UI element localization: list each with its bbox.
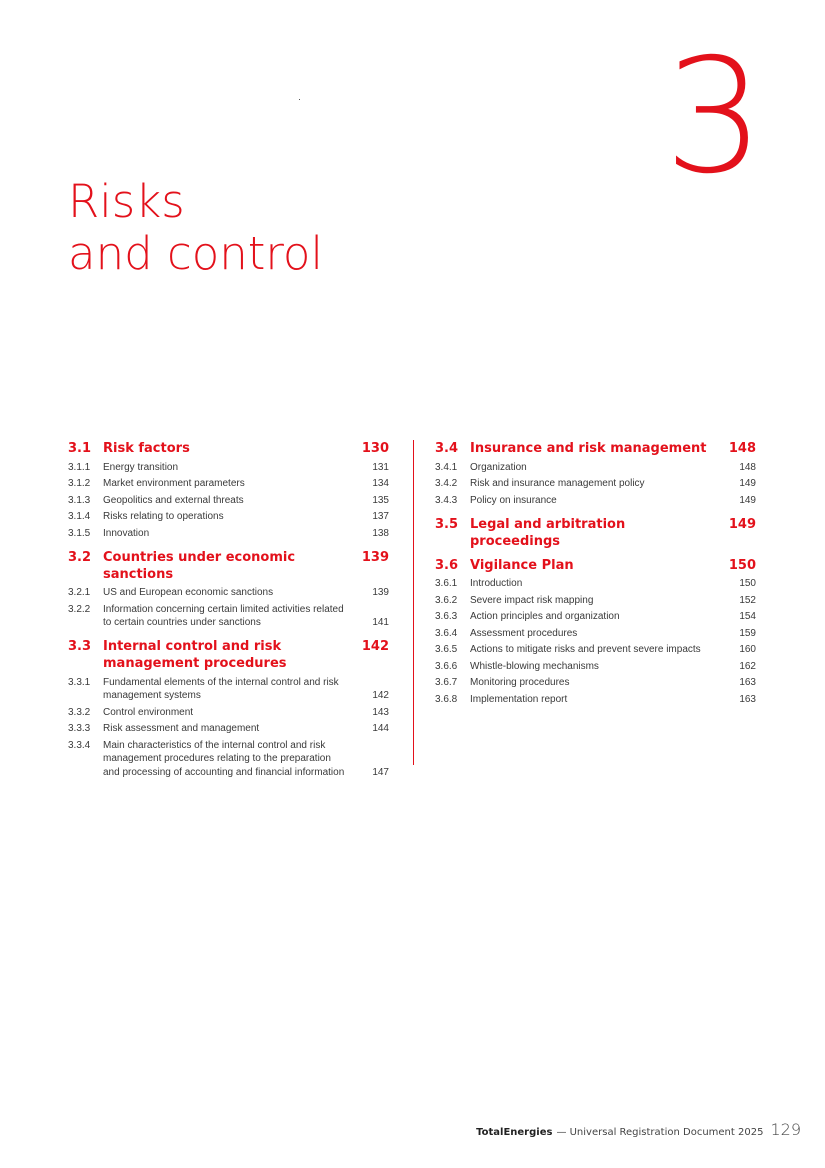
toc-section-heading[interactable]: [435, 516, 756, 550]
toc-left-column: [68, 440, 389, 788]
toc-section: [68, 549, 389, 632]
toc-entry-page: 142: [372, 690, 389, 701]
toc-entry-page: 149: [739, 494, 756, 506]
toc-section-title: Legal and arbitration proceedings: [470, 516, 626, 549]
toc-entry-number: 3.6.7: [435, 677, 458, 688]
chapter-number: 3: [664, 25, 765, 209]
toc-section-title: Insurance and risk management: [470, 441, 707, 456]
toc-right-column: [435, 440, 756, 715]
toc-section-page: 150: [728, 557, 756, 573]
toc-entry-number: 3.3.1: [68, 676, 91, 688]
toc-section: [435, 557, 756, 708]
toc-entry-title: Energy transition: [103, 461, 179, 473]
toc-entry-number: 3.1.5: [68, 527, 91, 539]
toc-entry-title: Introduction: [470, 578, 523, 589]
toc-section: [435, 440, 756, 509]
toc-entry-number: 3.6.3: [435, 611, 458, 622]
toc-entry-page: 150: [739, 578, 756, 589]
toc-section-number: 3.4: [435, 441, 459, 456]
toc-section-number: 3.2: [68, 549, 92, 565]
toc-entry[interactable]: [435, 459, 756, 476]
toc-entry-page: 154: [739, 611, 756, 622]
toc-entry-number: 3.6.4: [435, 627, 458, 639]
toc-entry-page: 152: [739, 594, 756, 606]
toc-entry[interactable]: [435, 691, 756, 708]
toc-section: [68, 440, 389, 542]
toc-entry-title: Organization: [470, 461, 527, 473]
toc-section-number: 3.3: [68, 639, 92, 654]
toc-section-number: 3.6: [435, 557, 459, 573]
footer-brand: TotalEnergies: [476, 1127, 553, 1138]
toc-section-title: Risk factors: [103, 441, 190, 456]
toc-entry-title: Implementation report: [470, 693, 568, 705]
toc-section-heading[interactable]: [435, 557, 756, 574]
toc-entry-number: 3.3.4: [68, 739, 91, 751]
toc-section-page: 149: [728, 516, 756, 532]
toc-entry-page: 148: [739, 461, 756, 473]
toc-entry[interactable]: [68, 509, 389, 526]
toc-entry-page: 135: [372, 494, 389, 506]
toc-entry[interactable]: [435, 476, 756, 493]
toc-entry-title: Market environment parameters: [103, 478, 245, 489]
toc-section-title: Countries under economic sanctions: [103, 549, 296, 582]
toc-entry[interactable]: [68, 585, 389, 602]
toc-entry-page: 134: [372, 478, 389, 489]
toc-entry-title: Control environment: [103, 706, 194, 718]
toc-entry-page: 163: [739, 677, 756, 688]
toc-entry-title: Geopolitics and external threats: [103, 494, 244, 506]
toc-section-heading[interactable]: [68, 440, 389, 457]
toc-entry[interactable]: [435, 492, 756, 509]
toc-entry-page: 159: [739, 627, 756, 639]
toc-entry[interactable]: [68, 601, 389, 631]
toc-entry[interactable]: [68, 704, 389, 721]
toc-entry-page: 149: [739, 478, 756, 489]
toc-entry-number: 3.6.1: [435, 578, 458, 589]
toc-section-title: Vigilance Plan: [470, 557, 574, 573]
toc-entry-number: 3.1.4: [68, 511, 91, 522]
toc-entry[interactable]: [68, 674, 389, 704]
toc-entry-number: 3.2.1: [68, 587, 91, 598]
toc-entry[interactable]: [68, 737, 389, 781]
toc-section-page: 148: [728, 441, 756, 456]
toc-entry-title: Policy on insurance: [470, 494, 557, 506]
toc-section-page: 139: [361, 549, 389, 565]
toc-entry-page: 143: [372, 706, 389, 718]
toc-entry-title: Main characteristics of the internal control and risk management procedures relating to the preparation and processing of accounting and financial information: [103, 739, 345, 778]
toc-entry-number: 3.4.3: [435, 494, 458, 506]
toc-entry-number: 3.3.2: [68, 706, 91, 718]
footer-page-number: 129: [770, 1120, 801, 1139]
toc-section-number: 3.5: [435, 516, 459, 532]
toc-entry-page: 139: [372, 587, 389, 598]
toc-entry-page: 162: [739, 660, 756, 672]
toc-entry-number: 3.6.6: [435, 660, 458, 672]
toc-entry-title: Action principles and organization: [470, 611, 620, 622]
toc-entry-page: 137: [372, 511, 389, 522]
stray-dot: [299, 99, 300, 100]
chapter-title-line-1: Risks: [68, 175, 185, 228]
toc-entry-number: 3.4.2: [435, 478, 458, 489]
toc-entry-page: 163: [739, 693, 756, 705]
toc-entry-title: Whistle-blowing mechanisms: [470, 660, 599, 672]
toc-entry-title: Risk assessment and management: [103, 723, 260, 734]
toc-entry-page: 138: [372, 527, 389, 539]
toc-entry[interactable]: [435, 658, 756, 675]
toc-entry[interactable]: [68, 525, 389, 542]
toc-section-page: 130: [361, 441, 389, 456]
toc-entry[interactable]: [435, 576, 756, 593]
toc-entry[interactable]: [68, 459, 389, 476]
toc-entry[interactable]: [68, 492, 389, 509]
chapter-title-line-2: and control: [68, 227, 323, 280]
toc-entry-title: Actions to mitigate risks and prevent severe impacts: [470, 644, 701, 655]
toc-entry-number: 3.4.1: [435, 461, 458, 473]
page-footer: [476, 1120, 801, 1139]
toc-entry-number: 3.1.1: [68, 461, 91, 473]
toc-entry-title: Severe impact risk mapping: [470, 594, 594, 606]
toc-entry-number: 3.6.2: [435, 594, 458, 606]
toc-entry-page: 131: [372, 461, 389, 473]
toc-entry[interactable]: [435, 642, 756, 659]
toc-entry-number: 3.3.3: [68, 723, 91, 734]
toc-section-heading[interactable]: [435, 440, 756, 457]
toc-entry-title: Risk and insurance management policy: [470, 478, 645, 489]
toc-entry-page: 147: [372, 766, 389, 778]
toc-section: [68, 638, 389, 781]
toc-entry[interactable]: [435, 675, 756, 692]
toc-entry[interactable]: [435, 609, 756, 626]
toc-section-page: 142: [361, 639, 389, 654]
toc-entry[interactable]: [68, 721, 389, 738]
column-divider: [413, 440, 414, 765]
toc-entry[interactable]: [68, 476, 389, 493]
toc-section-heading[interactable]: [68, 549, 389, 583]
toc-entry-title: Risks relating to operations: [103, 511, 224, 522]
toc-entry[interactable]: [435, 592, 756, 609]
toc-entry-title: Information concerning certain limited activities related to certain countries under sanctions: [103, 603, 344, 628]
toc-entry-number: 3.1.3: [68, 494, 91, 506]
toc-section-heading[interactable]: [68, 638, 389, 672]
toc-entry-number: 3.6.5: [435, 644, 458, 655]
chapter-title: [68, 176, 323, 280]
toc-section: [435, 516, 756, 550]
toc-entry-page: 141: [372, 617, 389, 628]
toc-entry-page: 160: [739, 644, 756, 655]
toc-entry-number: 3.2.2: [68, 603, 91, 615]
toc-entry-title: Innovation: [103, 527, 150, 539]
toc-section-title: Internal control and risk management procedures: [103, 639, 287, 671]
footer-document-title: — Universal Registration Document 2025: [556, 1127, 764, 1138]
toc-entry-title: Fundamental elements of the internal control and risk management systems: [103, 676, 339, 701]
toc-entry-title: Assessment procedures: [470, 627, 578, 639]
toc-entry-page: 144: [372, 723, 389, 734]
toc-entry-title: Monitoring procedures: [470, 677, 570, 688]
toc-entry-title: US and European economic sanctions: [103, 587, 274, 598]
toc-section-number: 3.1: [68, 441, 92, 456]
toc-entry-number: 3.6.8: [435, 693, 458, 705]
toc-entry-number: 3.1.2: [68, 478, 91, 489]
toc-entry[interactable]: [435, 625, 756, 642]
